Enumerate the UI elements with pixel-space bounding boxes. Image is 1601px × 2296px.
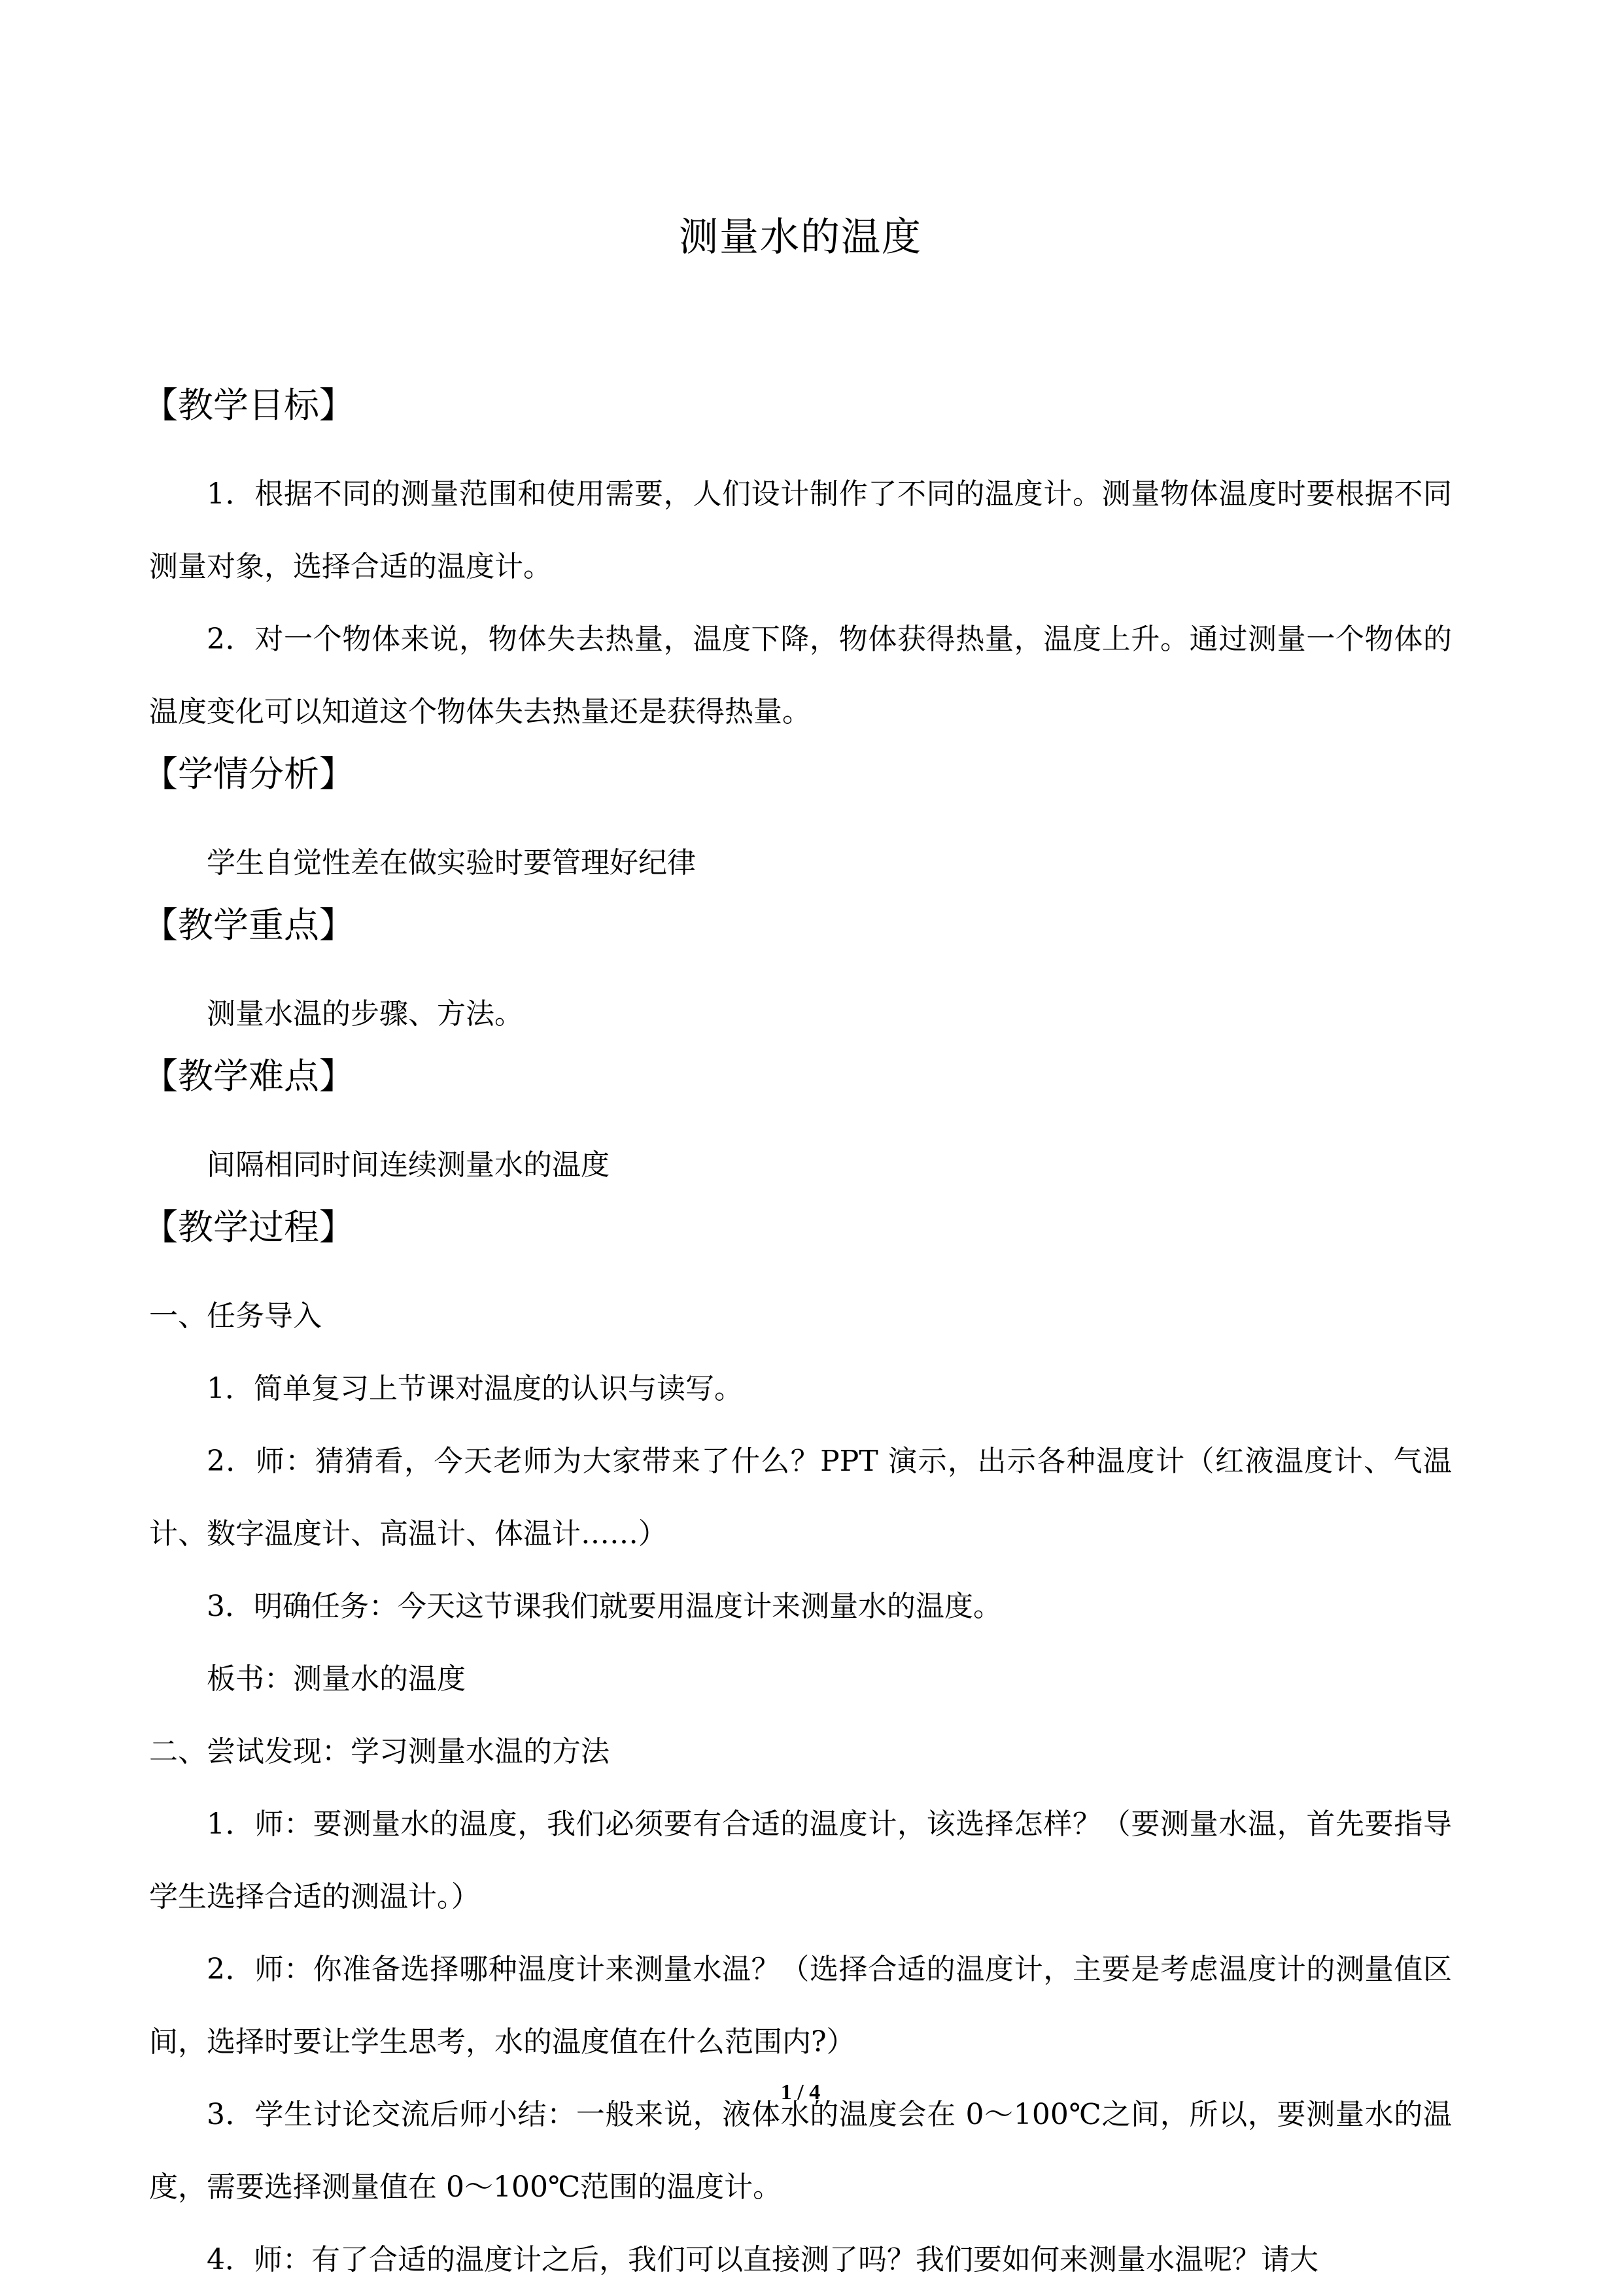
process-paragraph: 1．师：要测量水的温度，我们必须要有合适的温度计，该选择怎样？（要测量水温，首先要指导学生选择合适的测温计。） [149,1808,1452,1913]
objective-paragraph: 1．根据不同的测量范围和使用需要，人们设计制作了不同的温度计。测量物体温度时要根据不同测量对象，选择合适的温度计。 [149,477,1452,583]
document-title: 测量水的温度 [679,214,922,260]
section-heading-difficulties: 【教学难点】 [143,1055,354,1097]
process-paragraph: 1．简单复习上节课对温度的认识与读写。 [207,1372,743,1405]
document-body [143,379,1452,2296]
process-subheading: 二、尝试发现：学习测量水温的方法 [149,1735,610,1768]
process-paragraph: 2．师：猜猜看，今天老师为大家带来了什么？PPT 演示，出示各种温度计（红液温度计、气温计、数字温度计、高温计、体温计……） [149,1445,1452,1551]
section-heading-analysis: 【学情分析】 [143,753,354,795]
process-paragraph: 3．学生讨论交流后师小结：一般来说，液体水的温度会在 0～100℃之间，所以，要测量水的温度，需要选择测量值在 0～100℃范围的温度计。 [149,2098,1452,2204]
section-heading-process: 【教学过程】 [143,1207,354,1248]
page-number: 1 / 4 [780,2080,821,2104]
process-subheading: 一、任务导入 [149,1299,322,1333]
key-points-paragraph: 测量水温的步骤、方法。 [207,997,523,1031]
process-paragraph: 2．师：你准备选择哪种温度计来测量水温？（选择合适的温度计，主要是考虑温度计的测量值区间，选择时要让学生思考，水的温度值在什么范围内?） [149,1953,1452,2059]
objective-paragraph: 2．对一个物体来说，物体失去热量，温度下降，物体获得热量，温度上升。通过测量一个物体的温度变化可以知道这个物体失去热量还是获得热量。 [149,623,1452,728]
difficulties-paragraph: 间隔相同时间连续测量水的温度 [207,1148,610,1182]
analysis-paragraph: 学生自觉性差在做实验时要管理好纪律 [207,846,696,880]
section-heading-key-points: 【教学重点】 [143,904,354,946]
process-paragraph: 板书：测量水的温度 [207,1662,466,1696]
section-heading-objectives: 【教学目标】 [143,385,354,426]
process-paragraph: 3．明确任务：今天这节课我们就要用温度计来测量水的温度。 [207,1590,1002,1623]
process-paragraph: 4．师：有了合适的温度计之后，我们可以直接测了吗？我们要如何来测量水温呢？请大 [207,2243,1318,2276]
